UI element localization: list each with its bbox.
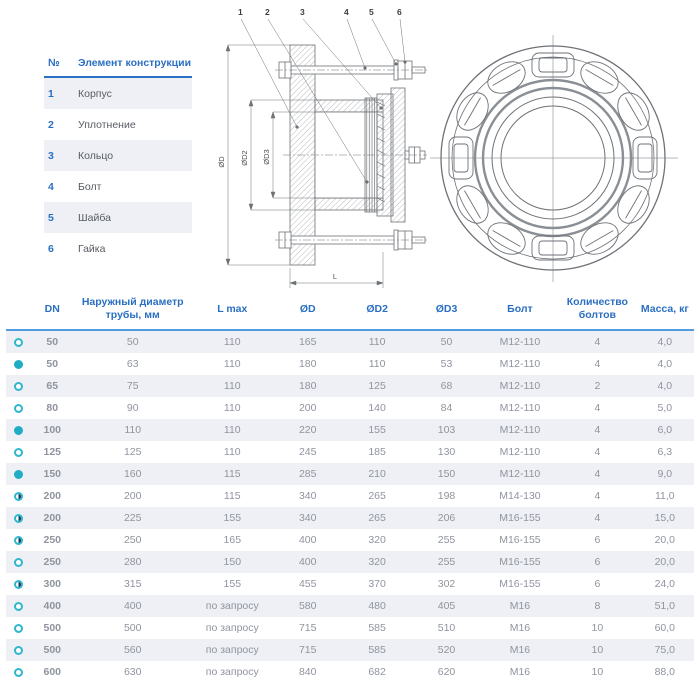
callout-6: 6 xyxy=(397,7,402,17)
spec-table-row xyxy=(6,375,694,397)
d-cell: 840 xyxy=(298,666,317,679)
d-cell: 200 xyxy=(298,402,317,415)
d-cell: 580 xyxy=(274,595,342,617)
dn-type-cell xyxy=(6,529,30,551)
d3-cell: 302 xyxy=(437,578,456,591)
dn-type-cell xyxy=(6,573,30,595)
bolt-cell: M12-110 xyxy=(481,330,559,353)
dn-cell: 50 xyxy=(30,330,74,353)
d3-cell: 198 xyxy=(437,490,456,503)
construction-element-row xyxy=(44,202,192,233)
element-name: Кольцо xyxy=(78,149,114,162)
d2-cell: 480 xyxy=(342,595,412,617)
bolt-cell: M12-110 xyxy=(499,402,541,415)
mass-cell: 4,0 xyxy=(657,358,673,371)
dn-cell: 300 xyxy=(43,578,62,591)
dn-type-marker-icon xyxy=(14,536,23,545)
spec-column-header: ØD2 xyxy=(342,292,412,330)
dn-cell: 600 xyxy=(43,666,62,679)
bolt-cell: M16-155 xyxy=(481,551,559,573)
bolt-cell: M16-155 xyxy=(499,534,541,547)
construction-elements-rows xyxy=(44,78,192,264)
element-number: 4 xyxy=(48,180,54,193)
mass-cell: 75,0 xyxy=(636,639,694,661)
d-cell: 340 xyxy=(274,507,342,529)
d-cell: 165 xyxy=(274,330,342,353)
lmax-cell: по запросу xyxy=(205,666,259,679)
flange-front-view-drawing xyxy=(428,22,688,292)
dim-label-d3: ØD3 xyxy=(262,149,271,165)
dn-cell: 100 xyxy=(30,419,74,441)
d-cell: 285 xyxy=(274,463,342,485)
construction-element-row xyxy=(44,233,192,264)
d3-cell: 620 xyxy=(437,666,456,679)
dn-type-cell xyxy=(6,551,30,573)
d3-cell: 53 xyxy=(440,358,453,371)
d2-cell: 320 xyxy=(368,534,386,547)
d-cell: 715 xyxy=(298,622,317,635)
lmax-cell: по запросу xyxy=(205,622,259,635)
outer-diameter-cell: 90 xyxy=(126,402,139,415)
construction-elements-table xyxy=(44,50,192,264)
spec-column-header: DN xyxy=(30,292,74,330)
bolt-count-cell: 2 xyxy=(559,375,635,397)
d2-cell: 185 xyxy=(368,446,386,459)
element-name: Шайба xyxy=(78,211,111,224)
element-number: 1 xyxy=(48,87,54,100)
bolt-cell: M12-110 xyxy=(481,463,559,485)
dn-cell: 50 xyxy=(46,358,59,371)
bolt-cell: M14-130 xyxy=(499,490,541,503)
dn-type-cell xyxy=(6,353,30,375)
spec-table-row xyxy=(6,551,694,573)
d-cell: 340 xyxy=(298,490,317,503)
d-cell: 400 xyxy=(298,534,317,547)
d2-cell: 370 xyxy=(368,578,386,591)
d2-cell: 125 xyxy=(342,375,412,397)
bolt-cell: M12-110 xyxy=(481,419,559,441)
element-name: Гайка xyxy=(78,242,106,255)
d2-cell: 110 xyxy=(342,330,412,353)
d3-cell: 84 xyxy=(440,402,453,415)
callout-5: 5 xyxy=(369,7,374,17)
bolt-cell: M16 xyxy=(509,622,531,635)
construction-element-row xyxy=(44,171,192,202)
d2-cell: 140 xyxy=(368,402,386,415)
d-cell: 400 xyxy=(274,551,342,573)
lmax-cell: 150 xyxy=(191,551,273,573)
outer-diameter-cell: 63 xyxy=(126,358,139,371)
outer-diameter-cell: 50 xyxy=(74,330,191,353)
lmax-cell: по запросу xyxy=(191,639,273,661)
lmax-cell: 110 xyxy=(191,375,273,397)
spec-table-row xyxy=(6,397,694,419)
bolt-cell: M16 xyxy=(509,666,531,679)
dn-type-cell xyxy=(6,463,30,485)
dn-cell: 250 xyxy=(30,551,74,573)
bolt-cell: M12-110 xyxy=(481,375,559,397)
dn-type-marker-icon xyxy=(14,360,23,369)
lmax-cell: по запросу xyxy=(191,595,273,617)
d3-cell: 130 xyxy=(437,446,456,459)
outer-diameter-cell: 400 xyxy=(74,595,191,617)
mass-cell: 5,0 xyxy=(657,402,673,415)
d3-cell: 68 xyxy=(412,375,480,397)
dn-type-marker-icon xyxy=(14,602,23,611)
mass-cell: 4,0 xyxy=(636,375,694,397)
spec-column-header: Наружный диаметр трубы, мм xyxy=(74,292,191,330)
spec-table-row xyxy=(6,507,694,529)
spec-table-row xyxy=(6,529,694,551)
bolt-count-cell: 4 xyxy=(559,463,635,485)
construction-elements-header xyxy=(44,50,192,78)
lmax-cell: 115 xyxy=(223,490,241,503)
callout-1: 1 xyxy=(238,7,243,17)
outer-diameter-cell: 160 xyxy=(74,463,191,485)
mass-cell: 60,0 xyxy=(654,622,676,635)
dn-type-marker-icon xyxy=(14,668,23,677)
dn-cell: 400 xyxy=(30,595,74,617)
dn-cell: 250 xyxy=(43,534,62,547)
dn-type-cell xyxy=(6,330,30,353)
dn-cell: 65 xyxy=(30,375,74,397)
mass-cell: 88,0 xyxy=(654,666,676,679)
d3-cell: 255 xyxy=(412,551,480,573)
dn-cell: 500 xyxy=(43,622,62,635)
bolt-count-cell: 6 xyxy=(559,551,635,573)
mass-cell: 6,3 xyxy=(657,446,673,459)
lmax-cell: 110 xyxy=(223,402,241,415)
spec-column-header: Количество болтов xyxy=(559,292,635,330)
outer-diameter-cell: 315 xyxy=(123,578,142,591)
specification-table xyxy=(6,292,694,683)
d-cell: 245 xyxy=(298,446,317,459)
spec-table-header-row xyxy=(6,292,694,330)
spec-column-header: Болт xyxy=(481,292,559,330)
d3-cell: 255 xyxy=(437,534,456,547)
dim-label-l: L xyxy=(332,272,338,281)
dn-type-cell xyxy=(6,507,30,529)
mass-cell: 15,0 xyxy=(636,507,694,529)
mass-cell: 9,0 xyxy=(636,463,694,485)
lmax-cell: 110 xyxy=(223,446,241,459)
bolt-count-cell: 6 xyxy=(594,534,601,547)
bolt-count-cell: 4 xyxy=(594,490,601,503)
construction-element-row xyxy=(44,109,192,140)
bolt-count-cell: 10 xyxy=(591,666,604,679)
outer-diameter-cell: 250 xyxy=(123,534,142,547)
d2-cell: 155 xyxy=(342,419,412,441)
dn-cell: 200 xyxy=(30,507,74,529)
lmax-cell: 165 xyxy=(223,534,242,547)
spec-table-row xyxy=(6,353,694,375)
spec-table-row xyxy=(6,661,694,683)
dn-cell: 125 xyxy=(43,446,62,459)
bolt-count-cell: 4 xyxy=(594,358,601,371)
bolt-count-cell: 6 xyxy=(594,578,601,591)
spec-column-header: ØD3 xyxy=(412,292,480,330)
d-cell: 220 xyxy=(274,419,342,441)
d3-cell: 520 xyxy=(412,639,480,661)
spec-table-row xyxy=(6,330,694,353)
element-number: 2 xyxy=(48,118,54,131)
dn-type-marker-icon xyxy=(14,514,23,523)
lmax-cell: 155 xyxy=(191,507,273,529)
outer-diameter-cell: 280 xyxy=(74,551,191,573)
d-cell: 715 xyxy=(274,639,342,661)
dn-type-marker-icon xyxy=(14,448,23,457)
mass-cell: 6,0 xyxy=(636,419,694,441)
dn-type-marker-icon xyxy=(14,580,23,589)
bolt-cell: M16 xyxy=(481,639,559,661)
bolt-cell: M16-155 xyxy=(499,578,541,591)
dn-type-marker-icon xyxy=(14,624,23,633)
d-cell: 180 xyxy=(274,375,342,397)
outer-diameter-cell: 630 xyxy=(123,666,142,679)
d2-cell: 585 xyxy=(342,639,412,661)
dn-type-marker-icon xyxy=(14,426,23,435)
dn-type-marker-icon xyxy=(14,338,23,347)
dn-type-cell xyxy=(6,485,30,507)
dn-type-cell xyxy=(6,617,30,639)
lmax-cell: 110 xyxy=(191,419,273,441)
lmax-cell: 115 xyxy=(191,463,273,485)
col-header-element: Элемент конструкции xyxy=(78,57,192,69)
element-name: Болт xyxy=(78,180,102,193)
spec-column-header: ØD xyxy=(274,292,342,330)
dn-type-marker-icon xyxy=(14,646,23,655)
d2-cell: 265 xyxy=(342,507,412,529)
spec-column-header: L max xyxy=(191,292,273,330)
bolt-count-cell: 4 xyxy=(559,419,635,441)
construction-element-row xyxy=(44,78,192,109)
flange-cross-section-drawing xyxy=(215,2,430,294)
col-header-number: № xyxy=(48,57,60,69)
outer-diameter-cell: 200 xyxy=(123,490,142,503)
dn-type-cell xyxy=(6,639,30,661)
spec-table-row xyxy=(6,639,694,661)
bolt-count-cell: 8 xyxy=(559,595,635,617)
spec-table-row xyxy=(6,617,694,639)
outer-diameter-cell: 110 xyxy=(74,419,191,441)
lmax-cell: 110 xyxy=(223,358,241,371)
element-number: 5 xyxy=(48,211,54,224)
outer-diameter-cell: 560 xyxy=(74,639,191,661)
dn-cell: 80 xyxy=(46,402,59,415)
d2-cell: 320 xyxy=(342,551,412,573)
dim-label-d2: ØD2 xyxy=(240,150,249,166)
bolt-cell: M12-110 xyxy=(499,358,541,371)
mass-cell: 11,0 xyxy=(654,490,675,503)
bolt-count-cell: 10 xyxy=(591,622,604,635)
mass-cell: 4,0 xyxy=(636,330,694,353)
lmax-cell: 110 xyxy=(191,330,273,353)
bolt-cell: M16-155 xyxy=(481,507,559,529)
dn-type-marker-icon xyxy=(14,404,23,413)
dn-cell: 500 xyxy=(30,639,74,661)
bolt-count-cell: 4 xyxy=(594,402,601,415)
dn-cell: 200 xyxy=(43,490,62,503)
d2-cell: 265 xyxy=(368,490,386,503)
d3-cell: 50 xyxy=(412,330,480,353)
mass-cell: 20,0 xyxy=(636,551,694,573)
bolt-count-cell: 10 xyxy=(559,639,635,661)
d2-cell: 682 xyxy=(368,666,386,679)
d2-cell: 110 xyxy=(368,358,386,371)
spec-table-row xyxy=(6,441,694,463)
dn-type-cell xyxy=(6,441,30,463)
d3-cell: 103 xyxy=(412,419,480,441)
callout-3: 3 xyxy=(300,7,305,17)
mass-cell: 24,0 xyxy=(654,578,676,591)
dn-type-marker-icon xyxy=(14,382,23,391)
mass-cell: 51,0 xyxy=(636,595,694,617)
element-number: 3 xyxy=(48,149,54,162)
element-number: 6 xyxy=(48,242,54,255)
dn-type-marker-icon xyxy=(14,558,23,567)
spec-table-row xyxy=(6,595,694,617)
d3-cell: 405 xyxy=(412,595,480,617)
callout-2: 2 xyxy=(265,7,270,17)
dn-cell: 150 xyxy=(30,463,74,485)
bolt-cell: M16 xyxy=(481,595,559,617)
dn-type-marker-icon xyxy=(14,492,23,501)
d3-cell: 206 xyxy=(412,507,480,529)
bolt-count-cell: 4 xyxy=(559,330,635,353)
element-name: Корпус xyxy=(78,87,112,100)
dn-type-cell xyxy=(6,661,30,683)
mass-cell: 20,0 xyxy=(654,534,676,547)
outer-diameter-cell: 225 xyxy=(74,507,191,529)
dn-type-cell xyxy=(6,397,30,419)
dn-type-cell xyxy=(6,419,30,441)
spec-table-row xyxy=(6,485,694,507)
dn-type-cell xyxy=(6,595,30,617)
outer-diameter-cell: 500 xyxy=(123,622,142,635)
marker-column-header xyxy=(6,292,30,330)
construction-element-row xyxy=(44,140,192,171)
spec-table-row xyxy=(6,463,694,485)
dn-type-cell xyxy=(6,375,30,397)
outer-diameter-cell: 75 xyxy=(74,375,191,397)
d3-cell: 150 xyxy=(412,463,480,485)
bolt-count-cell: 4 xyxy=(559,507,635,529)
outer-diameter-cell: 125 xyxy=(123,446,142,459)
callout-4: 4 xyxy=(344,7,349,17)
d-cell: 180 xyxy=(298,358,317,371)
dim-label-d: ØD xyxy=(217,156,226,168)
d3-cell: 510 xyxy=(437,622,456,635)
d2-cell: 585 xyxy=(368,622,386,635)
bolt-count-cell: 4 xyxy=(594,446,601,459)
spec-column-header: Масса, кг xyxy=(636,292,694,330)
element-name: Уплотнение xyxy=(78,118,136,131)
bolt-cell: M12-110 xyxy=(499,446,541,459)
d-cell: 455 xyxy=(298,578,317,591)
spec-table-row xyxy=(6,419,694,441)
dn-type-marker-icon xyxy=(14,470,23,479)
spec-table-row xyxy=(6,573,694,595)
lmax-cell: 155 xyxy=(223,578,242,591)
d2-cell: 210 xyxy=(342,463,412,485)
